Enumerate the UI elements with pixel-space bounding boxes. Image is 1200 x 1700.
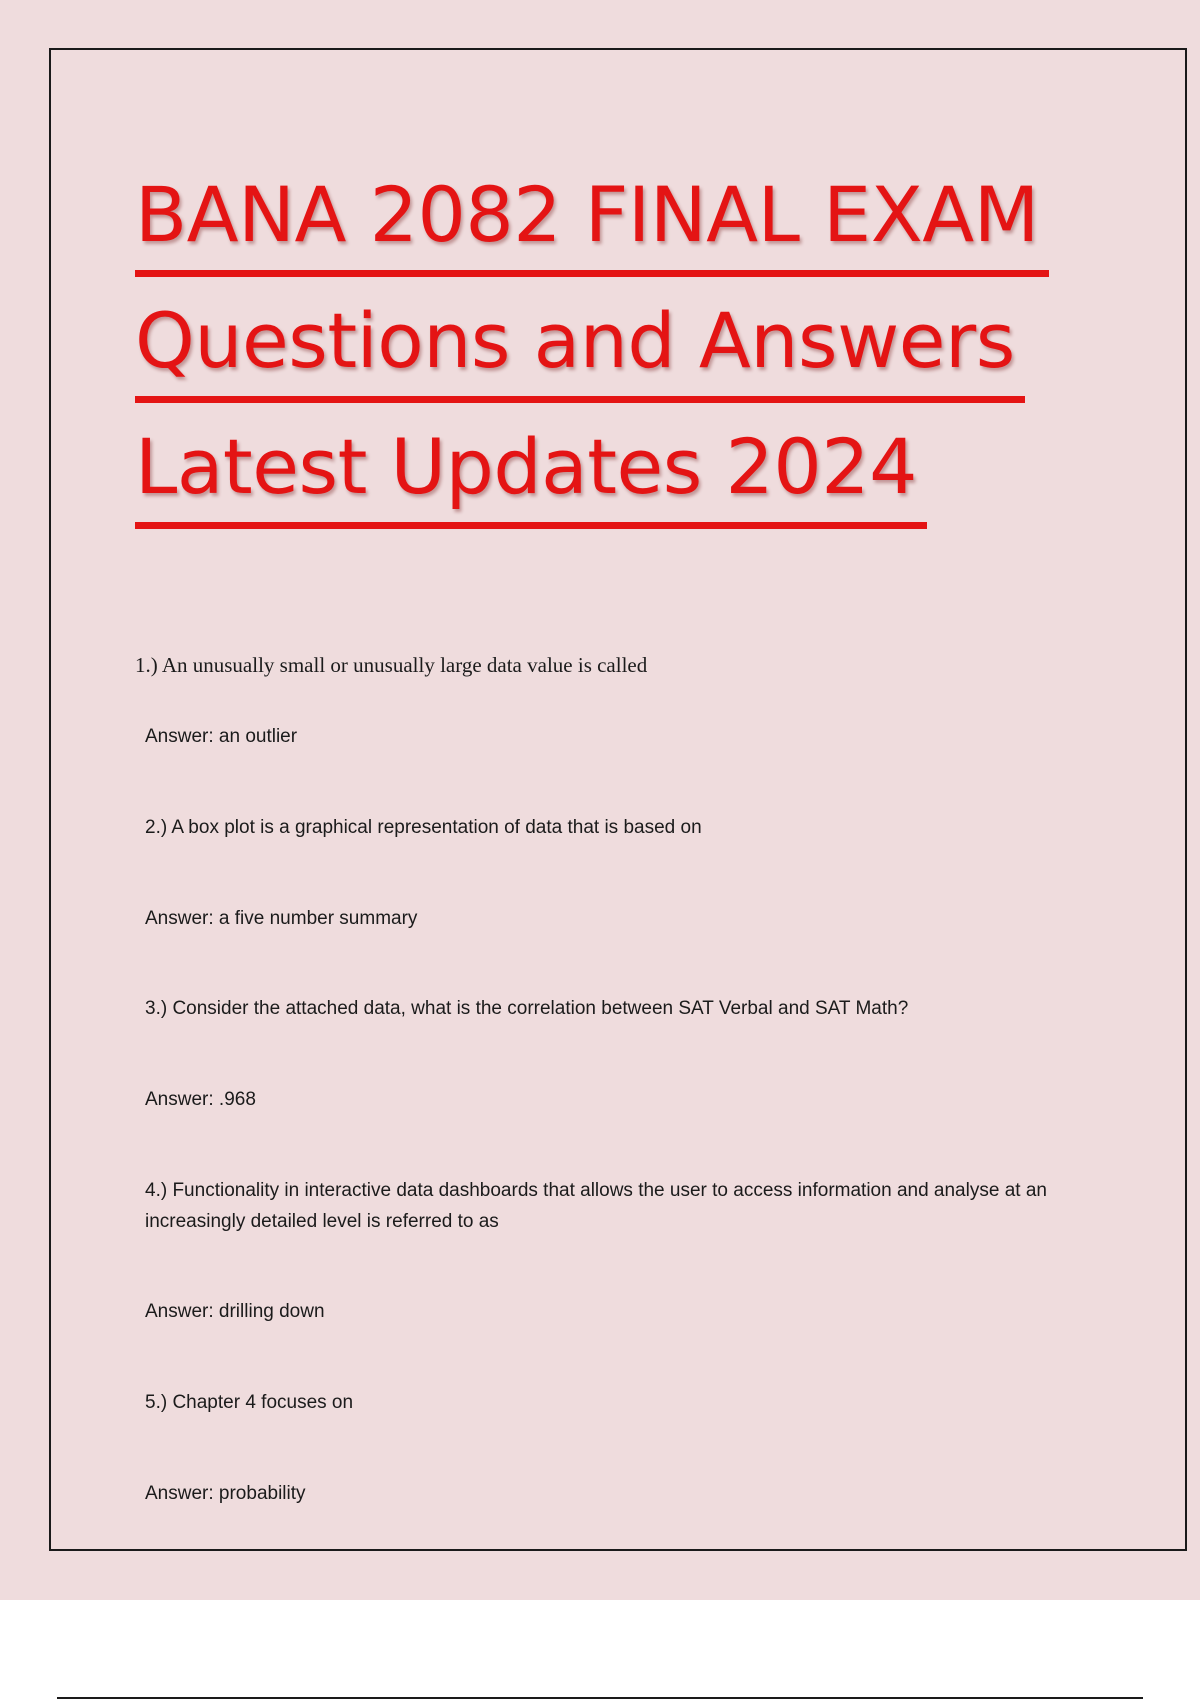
question-4: 4.) Functionality in interactive data dashboards that allows the user to access information and analyse at an increasingly detailed level is referred to as <box>145 1180 1047 1232</box>
question-1: 1.) An unusually small or unusually large data value is called <box>135 653 648 677</box>
answer-3: Answer: .968 <box>145 1089 256 1110</box>
title-line: Latest Updates 2024 <box>135 404 1135 530</box>
question-3: 3.) Consider the attached data, what is the correlation between SAT Verbal and SAT Math? <box>145 998 909 1019</box>
answer-1: Answer: an outlier <box>145 726 298 747</box>
title-line: Questions and Answers <box>135 278 1135 404</box>
answer-4: Answer: drilling down <box>145 1301 325 1322</box>
answer-5: Answer: probability <box>145 1483 306 1504</box>
question-5: 5.) Chapter 4 focuses on <box>145 1392 354 1413</box>
footer-rule <box>57 1697 1143 1699</box>
document-title <box>135 152 1135 530</box>
title-line: BANA 2082 FINAL EXAM <box>135 152 1135 278</box>
answer-2: Answer: a five number summary <box>145 908 418 929</box>
question-2: 2.) A box plot is a graphical representation of data that is based on <box>145 817 702 838</box>
